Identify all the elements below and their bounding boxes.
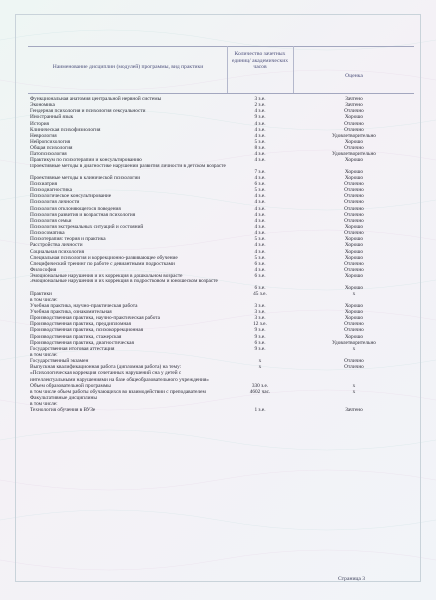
subject-name: в том числе: xyxy=(30,296,58,303)
subject-name: Иностранный язык xyxy=(30,114,74,121)
credit-units: 4 з.е. xyxy=(254,108,266,115)
credit-units: 330 з.е. xyxy=(251,382,269,389)
subject-name: «Психологическая коррекция сочетанных нарушений сна у детей с xyxy=(30,370,182,377)
grade: x xyxy=(352,345,356,352)
credit-units: 3 з.е. xyxy=(254,315,266,322)
subject-name: Эмоциональные нарушения и их коррекция в подростковом и юношеском возрасте xyxy=(30,279,218,285)
credit-units: 2 з.е. xyxy=(254,102,266,109)
subject-name: Специфический тренинг по работе с девиантными подростками xyxy=(30,260,175,267)
grade: Отлично xyxy=(344,126,364,133)
credit-units: 4 з.е. xyxy=(254,174,266,181)
subject-name: Социальная психология xyxy=(30,248,85,255)
credit-units: 7 з.е. xyxy=(254,168,266,175)
credit-units: 9 з.е. xyxy=(254,333,266,340)
credit-units: 5 з.е. xyxy=(254,138,266,145)
grade: Хорошо xyxy=(344,168,364,175)
credit-units: 5 з.е. xyxy=(254,236,266,243)
subject-name: Производственная практика, психокоррекционная xyxy=(30,327,144,334)
grade: Хорошо xyxy=(344,254,364,261)
table-row xyxy=(0,407,436,413)
grade: Хорошо xyxy=(344,157,364,164)
grade: Отлично xyxy=(344,205,364,212)
grade: Удовлетворительно xyxy=(332,151,376,158)
credit-units: 8 з.е. xyxy=(254,145,266,152)
grade: Хорошо xyxy=(344,302,364,309)
credit-units: 12 з.е. xyxy=(253,321,267,328)
grade: Отлично xyxy=(344,187,364,194)
subject-name: Экономика xyxy=(30,102,55,109)
grade: Зачтено xyxy=(345,96,363,102)
grade: Хорошо xyxy=(344,248,364,255)
grade: Хорошо xyxy=(344,242,364,249)
grade: Зачтено xyxy=(345,102,363,109)
subject-name: Общая психология xyxy=(30,145,73,152)
credit-units: 9 з.е. xyxy=(254,327,266,334)
subject-name: Неврология xyxy=(30,132,57,139)
column-divider xyxy=(227,46,228,93)
subject-name: в том числе объем работы обучающихся во взаимодействии с преподавателем xyxy=(30,388,206,395)
grade: x xyxy=(352,382,356,389)
credit-units: 4 з.е. xyxy=(254,157,266,164)
credit-units: 4 з.е. xyxy=(254,242,266,249)
credit-units: 9 з.е. xyxy=(254,114,266,121)
subject-name: Расстройства личности xyxy=(30,242,83,249)
grades-table-body xyxy=(0,96,436,413)
grade: Отлично xyxy=(344,217,364,224)
grade: Отлично xyxy=(344,193,364,200)
credit-units: 45 з.е. xyxy=(253,290,267,297)
credit-units: 4 з.е. xyxy=(254,248,266,255)
grade: Отлично xyxy=(344,180,364,187)
grade: Отлично xyxy=(344,364,364,371)
credit-units: 6 з.е. xyxy=(254,339,266,346)
column-header-hours: Количество зачетных единиц/ академических часов xyxy=(231,51,289,71)
credit-units: 4 з.е. xyxy=(254,230,266,237)
credit-units: 5 з.е. xyxy=(254,187,266,194)
subject-name: Психология семьи xyxy=(30,217,72,224)
grade: x xyxy=(352,388,356,395)
grade: Хорошо xyxy=(344,333,364,340)
subject-name: Проективные методы в клинической психологии xyxy=(30,174,141,181)
column-header-grade: Оценка xyxy=(345,73,363,79)
grade: Хорошо xyxy=(344,273,364,280)
credit-units: 6 з.е. xyxy=(254,284,266,291)
subject-name: Клиническая психофизиология xyxy=(30,126,101,133)
grade: Отлично xyxy=(344,266,364,273)
subject-name: Специальная психология и коррекционно-развивающее обучение xyxy=(30,254,178,261)
credit-units: 6 з.е. xyxy=(254,260,266,267)
subject-name: Психология экстремальных ситуаций и состояний xyxy=(30,223,144,230)
table-row xyxy=(0,164,436,175)
subject-name: Психиатрия xyxy=(30,180,58,187)
grade: Хорошо xyxy=(344,308,364,315)
subject-name: Функциональная анатомия центральной нервной системы xyxy=(30,96,162,102)
subject-name: Психология отклоняющегося поведения xyxy=(30,205,121,212)
subject-name: Эмоциональные нарушения и их коррекция в дошкольном возрасте xyxy=(30,273,183,280)
grade: Хорошо xyxy=(344,315,364,322)
credit-units: 4 з.е. xyxy=(254,193,266,200)
credit-units: 6 з.е. xyxy=(254,180,266,187)
subject-name: Выпускная квалификационная работа (дипломная работа) на тему: xyxy=(30,364,182,371)
credit-units: x xyxy=(258,358,262,365)
grade: Отлично xyxy=(344,199,364,206)
grade: Отлично xyxy=(344,145,364,152)
subject-name: История xyxy=(30,120,49,127)
grade: Хорошо xyxy=(344,284,364,291)
grade: Отлично xyxy=(344,120,364,127)
subject-name: в том числе: xyxy=(30,401,58,408)
subject-name: Факультативные дисциплины xyxy=(30,394,97,401)
subject-name: Учебная практика, ознакомительная xyxy=(30,308,112,315)
grade: Отлично xyxy=(344,230,364,237)
credit-units: 4 з.е. xyxy=(254,132,266,139)
subject-name: Технология обучения в ВУЗе xyxy=(30,407,96,414)
subject-name: Психодиагностика xyxy=(30,187,72,194)
credit-units: 4 з.е. xyxy=(254,151,266,158)
grade: Зачтено xyxy=(345,407,363,414)
grade: Хорошо xyxy=(344,223,364,230)
subject-name: Производственная практика, диагностическая xyxy=(30,339,134,346)
credit-units: 4 з.е. xyxy=(254,211,266,218)
credit-units: 4 з.е. xyxy=(254,217,266,224)
subject-name: Практикум по психотерапии и консультированию xyxy=(30,157,142,164)
subject-name: в том числе: xyxy=(30,351,58,358)
credit-units: 4 з.е. xyxy=(254,205,266,212)
subject-name: Производственная практика, преддипломная xyxy=(30,321,131,328)
credit-units: x xyxy=(258,364,262,371)
grade: Хорошо xyxy=(344,114,364,121)
grade: Удовлетворительно xyxy=(332,339,376,346)
credit-units: 4602 час. xyxy=(249,388,271,395)
grade: Отлично xyxy=(344,260,364,267)
subject-name: Учебная практика, научно-практическая работа xyxy=(30,302,138,309)
subject-name: Философия xyxy=(30,266,57,273)
subject-name: Психология личности xyxy=(30,199,80,206)
credit-units: 4 з.е. xyxy=(254,126,266,133)
grade: Отлично xyxy=(344,358,364,365)
subject-name: Психология развития и возрастная психология xyxy=(30,211,136,218)
credit-units: 9 з.е. xyxy=(254,345,266,352)
credit-units: 3 з.е. xyxy=(254,96,266,102)
column-header-name: Наименование дисциплин (модулей) программы, вид практики xyxy=(52,64,204,70)
credit-units: 6 з.е. xyxy=(254,273,266,280)
subject-name: Нейропсихология xyxy=(30,138,71,145)
credit-units: 4 з.е. xyxy=(254,223,266,230)
subject-name: Производственная практика, стажерская xyxy=(30,333,122,340)
subject-name: Государственный экзамен xyxy=(30,358,89,365)
grade: x xyxy=(352,290,356,297)
grade: Отлично xyxy=(344,211,364,218)
table-top-rule xyxy=(28,46,414,47)
credit-units: 5 з.е. xyxy=(254,254,266,261)
credit-units: 4 з.е. xyxy=(254,266,266,273)
subject-name: интеллектуальными нарушениями на базе общеобразовательного учреждения» xyxy=(30,376,209,383)
credit-units: 4 з.е. xyxy=(254,199,266,206)
grade: Отлично xyxy=(344,321,364,328)
credit-units: 4 з.е. xyxy=(254,120,266,127)
grade: Удовлетворительно xyxy=(332,132,376,139)
table-header-rule xyxy=(28,93,414,94)
subject-name: Государственная итоговая аттестация xyxy=(30,345,115,352)
subject-name: Проективные методы в диагностике нарушений развития личности в детском возрасте xyxy=(30,163,226,169)
page-number: Страница 3 xyxy=(338,576,366,582)
subject-name: Психосоматика xyxy=(30,230,65,237)
column-divider xyxy=(293,46,294,93)
subject-name: Практики xyxy=(30,290,52,297)
subject-name: Объем образовательной программы xyxy=(30,382,111,389)
credit-units: 3 з.е. xyxy=(254,308,266,315)
subject-name: Психологическое консультирование xyxy=(30,193,112,200)
subject-name: Производственная практика, научно-практическая работа xyxy=(30,315,161,322)
grade: Хорошо xyxy=(344,174,364,181)
subject-name: Гендерная психология и психология сексуальности xyxy=(30,108,146,115)
grade: Хорошо xyxy=(344,138,364,145)
grade: Отлично xyxy=(344,327,364,334)
credit-units: 1 з.е. xyxy=(254,407,266,414)
subject-name: Патопсихология xyxy=(30,151,67,158)
credit-units: 3 з.е. xyxy=(254,302,266,309)
grade: Отлично xyxy=(344,108,364,115)
table-row xyxy=(0,279,436,290)
subject-name: Психотерапия: теория и практика xyxy=(30,236,106,243)
grade: Хорошо xyxy=(344,236,364,243)
